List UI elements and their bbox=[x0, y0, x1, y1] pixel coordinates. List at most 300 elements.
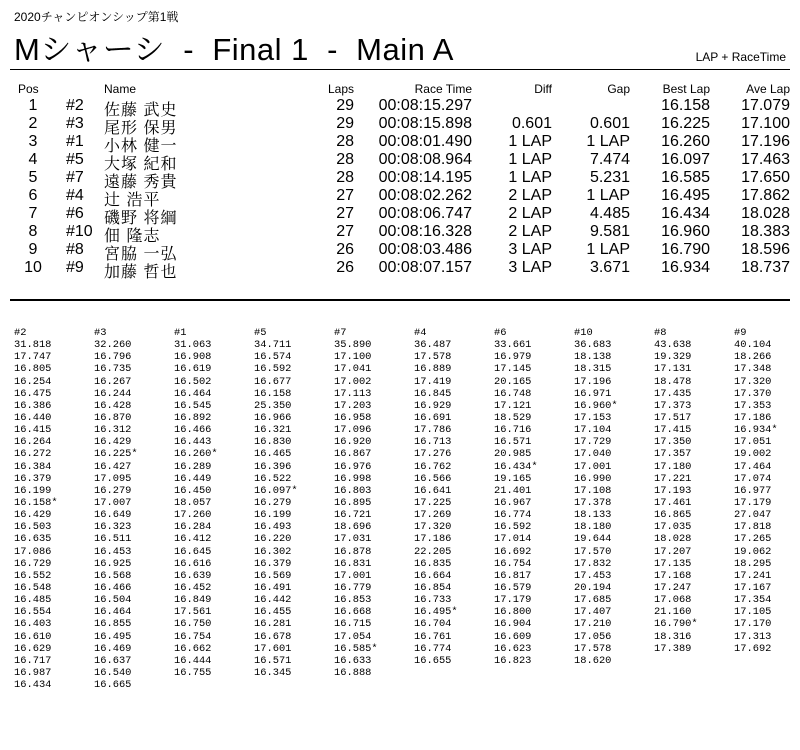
lap-time: 19.062 bbox=[734, 545, 772, 558]
result-car-number: #8 bbox=[66, 241, 84, 258]
lap-time: 17.051 bbox=[734, 436, 772, 449]
lap-time: 16.415 bbox=[14, 424, 52, 437]
lap-time: 17.167 bbox=[734, 581, 772, 594]
lap-time: 16.267 bbox=[94, 375, 132, 388]
lap-time: 17.040 bbox=[574, 448, 612, 461]
result-car-number: #10 bbox=[66, 223, 93, 240]
lap-time: 16.552 bbox=[14, 569, 52, 582]
result-driver-name: 辻 浩平 bbox=[104, 192, 161, 209]
lap-time: 17.570 bbox=[574, 545, 612, 558]
result-diff: 1 LAP bbox=[508, 133, 552, 150]
lap-time: 17.313 bbox=[734, 630, 772, 643]
result-ave-lap: 18.028 bbox=[741, 205, 790, 222]
lap-time: 16.729 bbox=[14, 557, 52, 570]
lap-time: 16.503 bbox=[14, 521, 52, 534]
lap-time: 17.464 bbox=[734, 460, 772, 473]
lap-time: 17.832 bbox=[574, 557, 612, 570]
lap-time: 16.379 bbox=[14, 472, 52, 485]
lap-time: 18.133 bbox=[574, 509, 612, 522]
result-car-number: #4 bbox=[66, 187, 84, 204]
lap-time: 18.478 bbox=[654, 375, 692, 388]
result-laps: 27 bbox=[336, 205, 354, 222]
lap-time: 17.210 bbox=[574, 618, 612, 631]
lap-time: 16.199 bbox=[14, 484, 52, 497]
lap-time: 16.384 bbox=[14, 460, 52, 473]
lap-time: 17.186 bbox=[734, 411, 772, 424]
lap-time: 16.466 bbox=[174, 424, 212, 437]
lap-time: 16.754 bbox=[174, 630, 212, 643]
lap-time: 16.264 bbox=[14, 436, 52, 449]
result-driver-name: 加藤 哲也 bbox=[104, 264, 178, 281]
lap-time: 16.639 bbox=[174, 569, 212, 582]
lap-time: 16.592 bbox=[254, 363, 292, 376]
result-best-lap: 16.960 bbox=[661, 223, 710, 240]
result-driver-name: 遠藤 秀貴 bbox=[104, 174, 178, 191]
lap-time: 17.320 bbox=[414, 521, 452, 534]
lap-time: 16.452 bbox=[174, 581, 212, 594]
lap-time: 16.960* bbox=[574, 399, 618, 412]
lap-time: 16.158 bbox=[254, 387, 292, 400]
lap-time: 16.428 bbox=[94, 399, 132, 412]
lap-time: 16.453 bbox=[94, 545, 132, 558]
lap-time: 17.350 bbox=[654, 436, 692, 449]
lap-time: 16.491 bbox=[254, 581, 292, 594]
lap-time: 17.747 bbox=[14, 351, 52, 364]
lap-time: 16.464 bbox=[174, 387, 212, 400]
lap-time: 17.186 bbox=[414, 533, 452, 546]
lap-time: 16.665 bbox=[94, 679, 132, 692]
result-race-time: 00:08:03.486 bbox=[378, 241, 472, 258]
lap-time: 31.818 bbox=[14, 339, 52, 352]
lap-time: 17.373 bbox=[654, 399, 692, 412]
result-laps: 29 bbox=[336, 97, 354, 114]
result-row bbox=[0, 133, 800, 155]
lap-time: 16.592 bbox=[494, 521, 532, 534]
lap-time: 17.225 bbox=[414, 496, 452, 509]
lap-column-car-number: #9 bbox=[734, 327, 747, 339]
col-diff-header: Diff bbox=[534, 82, 552, 96]
result-race-time: 00:08:01.490 bbox=[378, 133, 472, 150]
result-best-lap: 16.585 bbox=[661, 169, 710, 186]
lap-column-car-number: #7 bbox=[334, 327, 347, 339]
col-bestlap-header: Best Lap bbox=[662, 82, 710, 96]
lap-time: 16.998 bbox=[334, 472, 372, 485]
result-pos: 5 bbox=[28, 169, 38, 186]
lap-time: 17.035 bbox=[654, 521, 692, 534]
result-pos: 10 bbox=[24, 259, 42, 276]
lap-column-car-number: #5 bbox=[254, 327, 267, 339]
lap-time: 16.958 bbox=[334, 411, 372, 424]
lap-time: 16.279 bbox=[254, 496, 292, 509]
lap-time: 16.545 bbox=[174, 399, 212, 412]
lap-time: 16.244 bbox=[94, 387, 132, 400]
lap-time: 16.579 bbox=[494, 581, 532, 594]
results-table bbox=[0, 82, 800, 281]
lap-time: 17.241 bbox=[734, 569, 772, 582]
lap-time: 16.971 bbox=[574, 387, 612, 400]
lap-time: 16.302 bbox=[254, 545, 292, 558]
result-gap: 1 LAP bbox=[586, 133, 630, 150]
lap-time: 18.316 bbox=[654, 630, 692, 643]
lap-time: 16.831 bbox=[334, 557, 372, 570]
result-gap: 1 LAP bbox=[586, 241, 630, 258]
result-diff: 3 LAP bbox=[508, 241, 552, 258]
result-row bbox=[0, 151, 800, 173]
lap-column-car-number: #8 bbox=[654, 327, 667, 339]
lap-time: 16.715 bbox=[334, 618, 372, 631]
lap-time: 16.662 bbox=[174, 642, 212, 655]
lap-time: 16.444 bbox=[174, 654, 212, 667]
lap-time: 16.289 bbox=[174, 460, 212, 473]
result-row bbox=[0, 241, 800, 263]
col-pos-header: Pos bbox=[18, 82, 39, 96]
lap-time: 18.696 bbox=[334, 521, 372, 534]
lap-time: 16.925 bbox=[94, 557, 132, 570]
result-race-time: 00:08:07.157 bbox=[378, 259, 472, 276]
lap-time: 17.145 bbox=[494, 363, 532, 376]
lap-time: 20.165 bbox=[494, 375, 532, 388]
result-ave-lap: 17.196 bbox=[741, 133, 790, 150]
lap-time: 16.867 bbox=[334, 448, 372, 461]
result-best-lap: 16.158 bbox=[661, 97, 710, 114]
lap-time: 16.748 bbox=[494, 387, 532, 400]
result-gap: 7.474 bbox=[589, 151, 630, 168]
lap-time: 16.976 bbox=[334, 460, 372, 473]
lap-time: 16.323 bbox=[94, 521, 132, 534]
lap-racetime-label: LAP + RaceTime bbox=[695, 50, 786, 64]
lap-time: 16.800 bbox=[494, 606, 532, 619]
result-gap: 9.581 bbox=[589, 223, 630, 240]
lap-time: 18.057 bbox=[174, 496, 212, 509]
result-diff: 3 LAP bbox=[508, 259, 552, 276]
result-row bbox=[0, 223, 800, 245]
lap-column-car-number: #2 bbox=[14, 327, 27, 339]
lap-time: 17.247 bbox=[654, 581, 692, 594]
lap-time: 19.002 bbox=[734, 448, 772, 461]
lap-time: 17.007 bbox=[94, 496, 132, 509]
lap-time: 17.320 bbox=[734, 375, 772, 388]
lap-column bbox=[334, 327, 414, 679]
lap-time: 16.668 bbox=[334, 606, 372, 619]
result-laps: 28 bbox=[336, 151, 354, 168]
lap-time: 17.601 bbox=[254, 642, 292, 655]
lap-time: 16.655 bbox=[414, 654, 452, 667]
result-gap: 0.601 bbox=[589, 115, 630, 132]
lap-time: 34.711 bbox=[254, 339, 292, 352]
lap-time: 17.818 bbox=[734, 521, 772, 534]
lap-time: 16.979 bbox=[494, 351, 532, 364]
lap-time: 17.153 bbox=[574, 411, 612, 424]
result-driver-name: 小林 健一 bbox=[104, 138, 178, 155]
lap-time: 16.571 bbox=[494, 436, 532, 449]
lap-time: 16.455 bbox=[254, 606, 292, 619]
lap-time: 20.985 bbox=[494, 448, 532, 461]
lap-time: 16.990 bbox=[574, 472, 612, 485]
result-ave-lap: 17.100 bbox=[741, 115, 790, 132]
lap-time: 16.929 bbox=[414, 399, 452, 412]
lap-time: 21.401 bbox=[494, 484, 532, 497]
lap-time: 17.415 bbox=[654, 424, 692, 437]
lap-time: 16.677 bbox=[254, 375, 292, 388]
lap-time: 17.354 bbox=[734, 594, 772, 607]
lap-time: 16.412 bbox=[174, 533, 212, 546]
lap-time: 16.345 bbox=[254, 666, 292, 679]
result-diff: 0.601 bbox=[511, 115, 552, 132]
lap-time: 17.260 bbox=[174, 509, 212, 522]
lap-time: 18.315 bbox=[574, 363, 612, 376]
lap-time: 16.429 bbox=[14, 509, 52, 522]
result-car-number: #1 bbox=[66, 133, 84, 150]
col-laps-header: Laps bbox=[327, 82, 354, 96]
lap-time: 16.450 bbox=[174, 484, 212, 497]
result-diff: 2 LAP bbox=[508, 187, 552, 204]
lap-time: 16.254 bbox=[14, 375, 52, 388]
lap-time: 17.014 bbox=[494, 533, 532, 546]
lap-time: 17.180 bbox=[654, 460, 692, 473]
lap-time: 17.370 bbox=[734, 387, 772, 400]
lap-time: 17.113 bbox=[334, 387, 372, 400]
lap-time: 17.269 bbox=[414, 509, 452, 522]
lap-time: 16.485 bbox=[14, 594, 52, 607]
lap-time: 16.464 bbox=[94, 606, 132, 619]
lap-time: 17.196 bbox=[574, 375, 612, 388]
result-pos: 8 bbox=[28, 223, 38, 240]
result-race-time: 00:08:15.297 bbox=[378, 97, 472, 114]
lap-time: 16.540 bbox=[94, 666, 132, 679]
results-body bbox=[0, 97, 800, 281]
result-pos: 1 bbox=[28, 97, 38, 114]
lap-time: 16.678 bbox=[254, 630, 292, 643]
lap-time: 16.585* bbox=[334, 642, 378, 655]
lap-time: 17.517 bbox=[654, 411, 692, 424]
lap-time: 17.179 bbox=[734, 496, 772, 509]
lap-time: 16.466 bbox=[94, 581, 132, 594]
lap-time: 16.321 bbox=[254, 424, 292, 437]
lap-time: 17.100 bbox=[334, 351, 372, 364]
result-ave-lap: 17.650 bbox=[741, 169, 790, 186]
lap-time: 16.554 bbox=[14, 606, 52, 619]
col-name-header: Name bbox=[104, 82, 137, 96]
lap-time: 21.160 bbox=[654, 606, 692, 619]
lap-time: 32.260 bbox=[94, 339, 132, 352]
lap-time: 17.086 bbox=[14, 545, 52, 558]
lap-time: 16.855 bbox=[94, 618, 132, 631]
result-best-lap: 16.225 bbox=[661, 115, 710, 132]
result-laps: 27 bbox=[336, 187, 354, 204]
lap-time: 36.683 bbox=[574, 339, 612, 352]
lap-time: 17.104 bbox=[574, 424, 612, 437]
lap-time: 33.661 bbox=[494, 339, 532, 352]
lap-time: 16.664 bbox=[414, 569, 452, 582]
lap-time: 16.803 bbox=[334, 484, 372, 497]
lap-time: 16.635 bbox=[14, 533, 52, 546]
lap-time: 16.641 bbox=[414, 484, 452, 497]
lap-time: 16.835 bbox=[414, 557, 452, 570]
lap-time: 16.199 bbox=[254, 509, 292, 522]
result-row bbox=[0, 259, 800, 281]
lap-time: 25.350 bbox=[254, 399, 292, 412]
lap-time: 16.878 bbox=[334, 545, 372, 558]
lap-time: 16.637 bbox=[94, 654, 132, 667]
lap-time: 16.713 bbox=[414, 436, 452, 449]
lap-time: 17.041 bbox=[334, 363, 372, 376]
lap-time: 20.194 bbox=[574, 581, 612, 594]
lap-time: 16.633 bbox=[334, 654, 372, 667]
lap-time: 19.165 bbox=[494, 472, 532, 485]
lap-time: 16.790* bbox=[654, 618, 698, 631]
lap-column bbox=[254, 327, 334, 679]
result-laps: 29 bbox=[336, 115, 354, 132]
lap-time: 16.495 bbox=[94, 630, 132, 643]
result-row bbox=[0, 97, 800, 119]
lap-column-car-number: #6 bbox=[494, 327, 507, 339]
lap-time: 17.002 bbox=[334, 375, 372, 388]
result-pos: 7 bbox=[28, 205, 38, 222]
result-pos: 2 bbox=[28, 115, 38, 132]
result-race-time: 00:08:06.747 bbox=[378, 205, 472, 222]
lap-time: 17.068 bbox=[654, 594, 692, 607]
lap-time: 17.378 bbox=[574, 496, 612, 509]
lap-column bbox=[734, 327, 800, 655]
result-gap: 1 LAP bbox=[586, 187, 630, 204]
report-subtitle: 2020チャンピオンシップ第1戦 bbox=[14, 10, 179, 24]
result-car-number: #5 bbox=[66, 151, 84, 168]
lap-time: 17.031 bbox=[334, 533, 372, 546]
lap-time: 16.920 bbox=[334, 436, 372, 449]
lap-time: 16.279 bbox=[94, 484, 132, 497]
lap-time: 16.762 bbox=[414, 460, 452, 473]
lap-column bbox=[94, 327, 174, 691]
lap-time: 16.511 bbox=[94, 533, 132, 546]
lap-time: 16.870 bbox=[94, 411, 132, 424]
result-gap: 5.231 bbox=[589, 169, 630, 186]
lap-time: 16.987 bbox=[14, 666, 52, 679]
lap-time: 16.735 bbox=[94, 363, 132, 376]
lap-column bbox=[654, 327, 734, 655]
lap-time: 16.610 bbox=[14, 630, 52, 643]
lap-time: 16.386 bbox=[14, 399, 52, 412]
lap-time: 16.774 bbox=[494, 509, 532, 522]
lap-time: 16.522 bbox=[254, 472, 292, 485]
lap-time: 17.131 bbox=[654, 363, 692, 376]
lap-time: 17.461 bbox=[654, 496, 692, 509]
lap-time: 17.168 bbox=[654, 569, 692, 582]
lap-time: 17.692 bbox=[734, 642, 772, 655]
lap-time: 16.966 bbox=[254, 411, 292, 424]
lap-time: 17.389 bbox=[654, 642, 692, 655]
result-best-lap: 16.097 bbox=[661, 151, 710, 168]
lap-time: 17.265 bbox=[734, 533, 772, 546]
lap-column bbox=[414, 327, 494, 667]
lap-time: 16.754 bbox=[494, 557, 532, 570]
result-diff: 2 LAP bbox=[508, 205, 552, 222]
result-car-number: #3 bbox=[66, 115, 84, 132]
lap-time: 16.830 bbox=[254, 436, 292, 449]
lap-time: 17.786 bbox=[414, 424, 452, 437]
result-race-time: 00:08:15.898 bbox=[378, 115, 472, 132]
result-best-lap: 16.434 bbox=[661, 205, 710, 222]
lap-time: 16.895 bbox=[334, 496, 372, 509]
lap-time: 16.566 bbox=[414, 472, 452, 485]
results-bottom-rule bbox=[10, 299, 790, 301]
result-laps: 28 bbox=[336, 169, 354, 186]
lap-time: 17.276 bbox=[414, 448, 452, 461]
lap-time: 16.854 bbox=[414, 581, 452, 594]
lap-time: 16.442 bbox=[254, 594, 292, 607]
lap-time: 17.105 bbox=[734, 606, 772, 619]
lap-time: 19.329 bbox=[654, 351, 692, 364]
lap-time: 17.419 bbox=[414, 375, 452, 388]
lap-time: 16.692 bbox=[494, 545, 532, 558]
lap-time: 17.578 bbox=[574, 642, 612, 655]
result-driver-name: 大塚 紀和 bbox=[104, 156, 178, 173]
lap-time: 16.440 bbox=[14, 411, 52, 424]
result-row bbox=[0, 205, 800, 227]
result-diff: 1 LAP bbox=[508, 169, 552, 186]
lap-time: 16.443 bbox=[174, 436, 212, 449]
result-car-number: #7 bbox=[66, 169, 84, 186]
lap-column bbox=[494, 327, 574, 667]
lap-time: 16.272 bbox=[14, 448, 52, 461]
lap-column-car-number: #10 bbox=[574, 327, 593, 339]
result-laps: 28 bbox=[336, 133, 354, 150]
lap-time: 18.138 bbox=[574, 351, 612, 364]
lap-time: 17.435 bbox=[654, 387, 692, 400]
lap-time: 36.487 bbox=[414, 339, 452, 352]
lap-time: 16.865 bbox=[654, 509, 692, 522]
lap-time: 16.495* bbox=[414, 606, 458, 619]
lap-time: 16.504 bbox=[94, 594, 132, 607]
lap-time: 16.619 bbox=[174, 363, 212, 376]
lap-time: 18.028 bbox=[654, 533, 692, 546]
lap-time: 16.817 bbox=[494, 569, 532, 582]
lap-time: 17.221 bbox=[654, 472, 692, 485]
result-laps: 27 bbox=[336, 223, 354, 240]
lap-time: 16.755 bbox=[174, 666, 212, 679]
lap-time: 17.207 bbox=[654, 545, 692, 558]
result-row bbox=[0, 169, 800, 191]
lap-time: 16.796 bbox=[94, 351, 132, 364]
lap-time: 16.733 bbox=[414, 594, 452, 607]
lap-time: 17.056 bbox=[574, 630, 612, 643]
col-gap-header: Gap bbox=[607, 82, 630, 96]
lap-time: 17.108 bbox=[574, 484, 612, 497]
lap-time: 16.379 bbox=[254, 557, 292, 570]
lap-time: 16.977 bbox=[734, 484, 772, 497]
lap-time: 17.685 bbox=[574, 594, 612, 607]
lap-column-car-number: #4 bbox=[414, 327, 427, 339]
result-best-lap: 16.934 bbox=[661, 259, 710, 276]
lap-column bbox=[574, 327, 654, 667]
lap-time: 16.493 bbox=[254, 521, 292, 534]
lap-time: 16.469 bbox=[94, 642, 132, 655]
lap-time: 16.616 bbox=[174, 557, 212, 570]
lap-time: 18.266 bbox=[734, 351, 772, 364]
result-best-lap: 16.495 bbox=[661, 187, 710, 204]
lap-time: 16.967 bbox=[494, 496, 532, 509]
result-driver-name: 佐藤 武史 bbox=[104, 102, 178, 119]
lap-time: 16.721 bbox=[334, 509, 372, 522]
lap-time: 17.001 bbox=[334, 569, 372, 582]
lap-time: 16.571 bbox=[254, 654, 292, 667]
lap-time: 16.704 bbox=[414, 618, 452, 631]
lap-time: 16.717 bbox=[14, 654, 52, 667]
lap-time: 16.097* bbox=[254, 484, 298, 497]
lap-time: 16.281 bbox=[254, 618, 292, 631]
lap-time: 18.529 bbox=[494, 411, 532, 424]
lap-column-car-number: #1 bbox=[174, 327, 187, 339]
lap-time: 17.407 bbox=[574, 606, 612, 619]
